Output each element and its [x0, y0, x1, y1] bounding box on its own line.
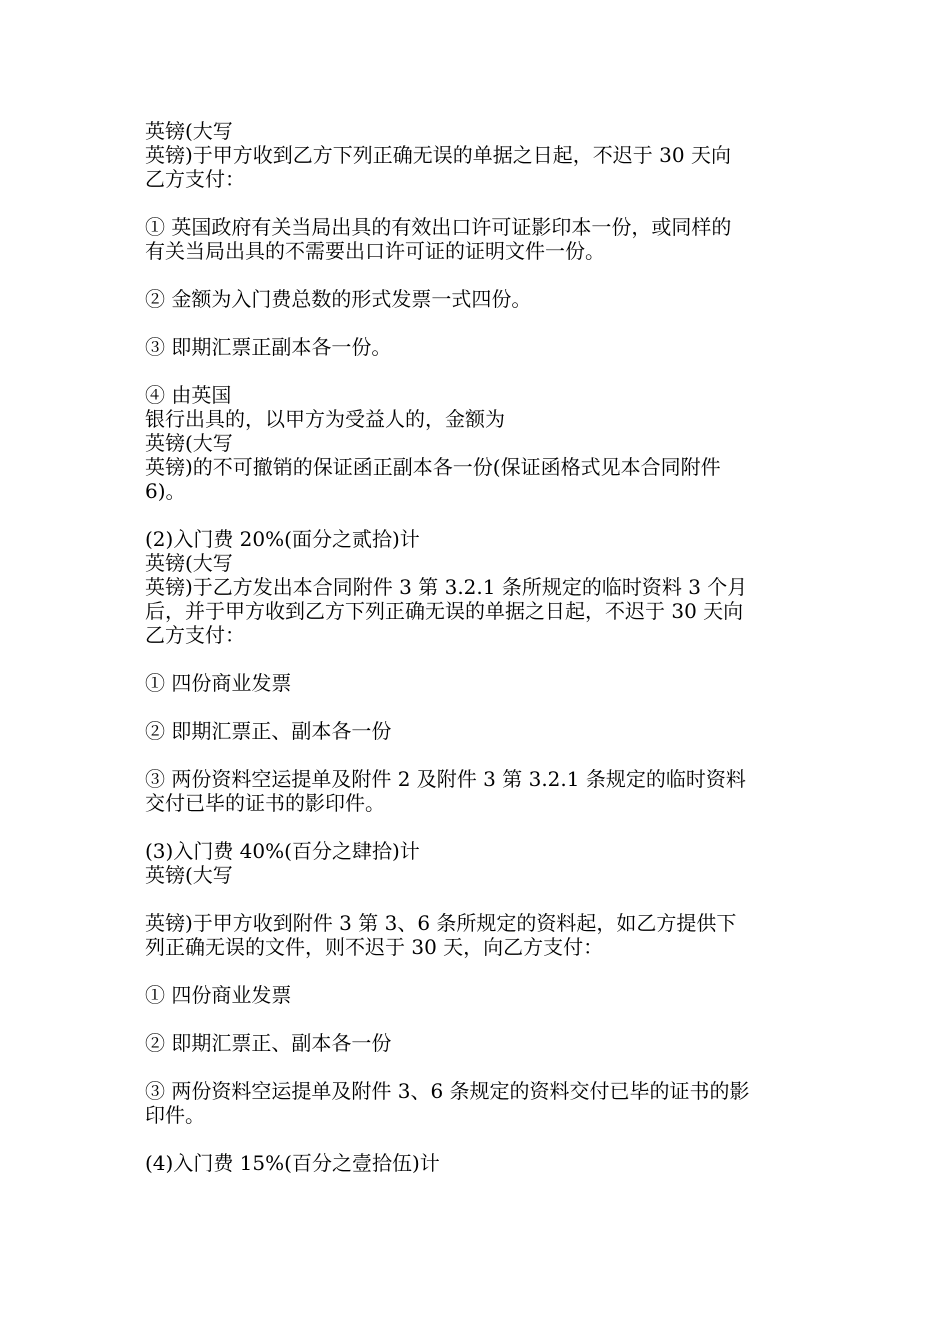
text-line: ③ 即期汇票正副本各一份。 — [145, 335, 392, 359]
paragraph-gap — [145, 743, 815, 767]
paragraph-gap — [145, 503, 815, 527]
text-line: ④ 由英国 — [145, 383, 232, 407]
paragraph-gap — [145, 1007, 815, 1031]
paragraph-gap — [145, 263, 815, 287]
paragraph — [145, 1031, 815, 1055]
text-line: 6)。 — [145, 479, 186, 503]
paragraph — [145, 767, 815, 815]
paragraph — [145, 839, 815, 959]
text-line: 有关当局出具的不需要出口许可证的证明文件一份。 — [145, 239, 605, 263]
paragraph — [145, 1151, 815, 1175]
text-line: ② 金额为入门费总数的形式发票一式四份。 — [145, 287, 532, 311]
text-line: 乙方支付： — [145, 167, 245, 191]
text-line: ③ 两份资料空运提单及附件 3、6 条规定的资料交付已毕的证书的影 — [145, 1079, 750, 1103]
text-line: 英镑(大写 — [145, 551, 233, 575]
paragraph — [145, 527, 815, 647]
text-line: ② 即期汇票正、副本各一份 — [145, 719, 392, 743]
text-line: (3)入门费 40%(百分之肆拾)计 — [145, 839, 420, 863]
paragraph-gap — [145, 311, 815, 335]
text-line: 交付已毕的证书的影印件。 — [145, 791, 385, 815]
text-line: 英镑(大写 — [145, 119, 233, 143]
text-line: (4)入门费 15%(百分之壹拾伍)计 — [145, 1151, 440, 1175]
paragraph — [145, 335, 815, 359]
paragraph — [145, 287, 815, 311]
paragraph — [145, 719, 815, 743]
text-line: ② 即期汇票正、副本各一份 — [145, 1031, 392, 1055]
paragraph — [145, 119, 815, 191]
text-line: ① 四份商业发票 — [145, 671, 292, 695]
text-line: 英镑)于甲方收到乙方下列正确无误的单据之日起，不迟于 30 天向 — [145, 143, 731, 167]
text-line — [145, 887, 815, 911]
text-line: 英镑)的不可撤销的保证函正副本各一份(保证函格式见本合同附件 — [145, 455, 721, 479]
text-line: 银行出具的，以甲方为受益人的，金额为 — [145, 407, 505, 431]
paragraph-gap — [145, 1055, 815, 1079]
text-line: (2)入门费 20%(面分之贰拾)计 — [145, 527, 420, 551]
text-line: ③ 两份资料空运提单及附件 2 及附件 3 第 3.2.1 条规定的临时资料 — [145, 767, 746, 791]
text-line: 英镑(大写 — [145, 863, 233, 887]
paragraph — [145, 983, 815, 1007]
paragraph — [145, 383, 815, 503]
paragraph — [145, 1079, 815, 1127]
text-line: ① 四份商业发票 — [145, 983, 292, 1007]
paragraph-gap — [145, 959, 815, 983]
paragraph — [145, 671, 815, 695]
document-body — [145, 119, 815, 1175]
paragraph-gap — [145, 695, 815, 719]
paragraph — [145, 215, 815, 263]
paragraph-gap — [145, 1127, 815, 1151]
paragraph-gap — [145, 815, 815, 839]
text-line: 英镑)于甲方收到附件 3 第 3、6 条所规定的资料起，如乙方提供下 — [145, 911, 737, 935]
text-line: 印件。 — [145, 1103, 205, 1127]
paragraph-gap — [145, 359, 815, 383]
text-line: 乙方支付： — [145, 623, 245, 647]
paragraph-gap — [145, 191, 815, 215]
text-line: 英镑)于乙方发出本合同附件 3 第 3.2.1 条所规定的临时资料 3 个月 — [145, 575, 748, 599]
paragraph-gap — [145, 647, 815, 671]
text-line: 英镑(大写 — [145, 431, 233, 455]
text-line: 后，并于甲方收到乙方下列正确无误的单据之日起，不迟于 30 天向 — [145, 599, 744, 623]
text-line: ① 英国政府有关当局出具的有效出口许可证影印本一份，或同样的 — [145, 215, 732, 239]
text-line: 列正确无误的文件，则不迟于 30 天，向乙方支付： — [145, 935, 604, 959]
